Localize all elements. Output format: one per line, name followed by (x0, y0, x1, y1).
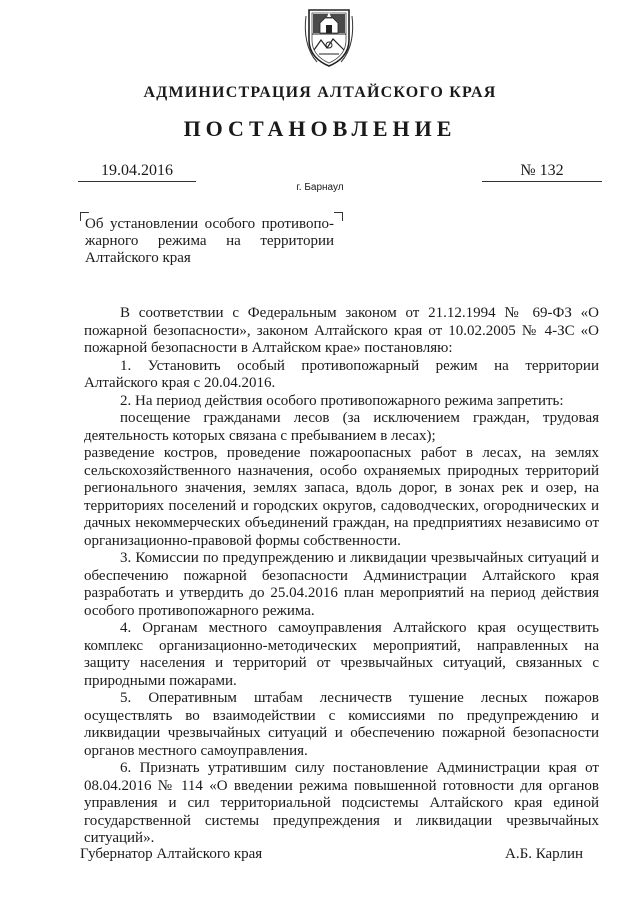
item-6-paragraph: 6. Признать утратившим силу постановление Администрации края от 08.04.2016 № 114 «О введении режима повышенной готовности для органов управления и сил территориальной подсистемы Алтайского края единой государственной системы предупреждения и ликвидации чрезвычайных ситуаций». (84, 760, 599, 846)
date-field (78, 162, 196, 182)
item-2b-paragraph: разведение костров, проведение пожароопасных работ в лесах, на землях сельскохозяйственного назначения, особо охраняемых природных территорий регионального значения, землях запаса, вдоль дорог, в зонах рек и озер, на территориях поселений и городских округов, садоводческих, огороднических и дачных некоммерческих объединений граждан, на предприятиях независимо от организационно-правовой формы собственности. (84, 445, 599, 549)
subject-line: жарного режима на территории (85, 233, 334, 249)
signatory-position: Губернатор Алтайского края (80, 846, 263, 862)
item-3-paragraph: 3. Комиссии по предупреждению и ликвидации чрезвычайных ситуаций и обеспечению пожарной безопасности Администрации Алтайского края разработать и утвердить до 25.04.2016 план мероприятий на период действия особого противопожарного режима. (84, 550, 599, 619)
item-2a-paragraph: посещение гражданами лесов (за исключением граждан, трудовая деятельность которых связана с пребыванием в лесах); (84, 410, 599, 444)
coat-of-arms-icon (303, 6, 355, 68)
signatory-name: А.Б. Карлин (505, 846, 584, 862)
organization-title: АДМИНИСТРАЦИЯ АЛТАЙСКОГО КРАЯ (143, 84, 497, 101)
document-date: 19.04.2016 (101, 162, 173, 179)
item-5-paragraph: 5. Оперативным штабам лесничеств тушение лесных пожаров осуществлять во взаимодействии с комиссиями по предупреждению и ликвидации чрезвычайных ситуаций и обеспечению пожарной безопасности органов местного самоуправления. (84, 690, 599, 759)
preamble-paragraph: В соответствии с Федеральным законом от 21.12.1994 № 69-ФЗ «О пожарной безопасности», законом Алтайского края от 10.02.2005 № 4-ЗС «О пожарной безопасности в Алтайском крае» постановляю: (84, 305, 599, 356)
document-type-title: ПОСТАНОВЛЕНИЕ (183, 116, 457, 141)
item-2-paragraph: 2. На период действия особого противопожарного режима запретить: (120, 392, 564, 409)
number-field (482, 162, 602, 182)
subject-bracket-right (334, 212, 343, 221)
document-subject (85, 216, 334, 267)
document-number: № 132 (520, 162, 564, 179)
subject-line: Об установлении особого противопо- (85, 216, 334, 232)
item-1-paragraph: 1. Установить особый противопожарный режим на территории Алтайского края с 20.04.2016. (84, 357, 599, 391)
city-label: г. Барнаул (296, 182, 344, 193)
document-body (84, 305, 599, 848)
subject-line: Алтайского края (85, 250, 191, 266)
item-4-paragraph: 4. Органам местного самоуправления Алтайского края осуществить комплекс организационно-методических мероприятий, направленных на защиту населения и территорий от чрезвычайных ситуаций, связанных с природными пожарами. (84, 620, 599, 689)
